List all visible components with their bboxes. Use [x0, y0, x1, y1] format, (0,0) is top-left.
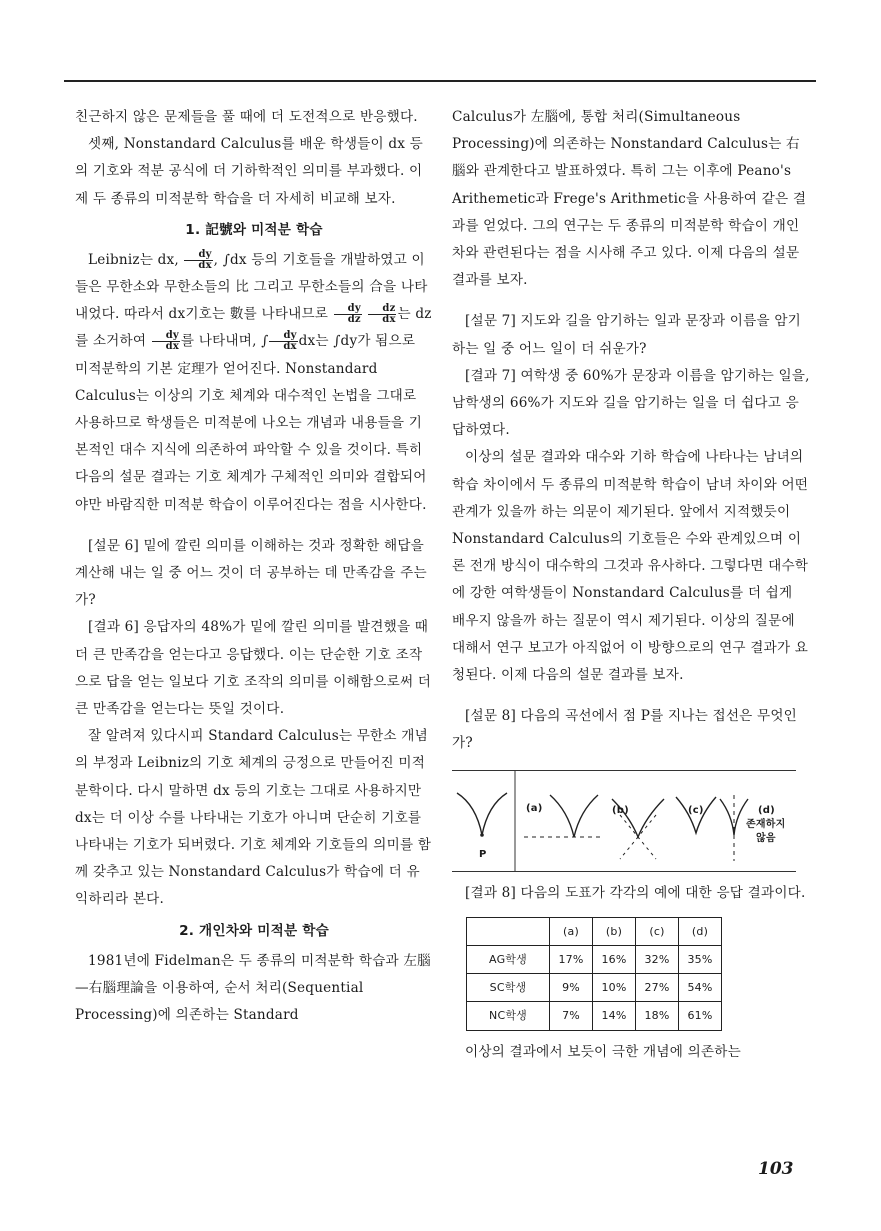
fraction-dy-dx [152, 331, 180, 352]
paragraph: 셋째, Nonstandard Calculus를 배운 학생들이 dx 등의 기호와 적분 공식에 더 기하학적인 의미를 부과했다. 이제 두 종류의 미적분학 학습을 더 자세히 비교해 보자. [75, 136, 423, 207]
table-cell: SC학생 [467, 974, 550, 1002]
text-segment: Leibniz는 dx, [88, 251, 179, 268]
fraction-dy-dz [334, 304, 362, 325]
table-cell: 7% [550, 1002, 593, 1030]
question-6: [설문 6] 밑에 깔린 의미를 이해하는 것과 정확한 해답을 계산해 내는 일 중 어느 것이 더 공부하는 데 만족감을 주는가? [75, 537, 427, 609]
figure-note-d2: 않음 [756, 832, 776, 844]
paragraph: Calculus가 左腦에, 통합 처리(Simultaneous Processing)에 의존하는 Nonstandard Calculus는 右腦와 관계한다고 발표하였다. 특히 그는 이후에 Peano's Arithemetic과 Frege's Arithmetic을 사용하여 같은 결과를 얻었다. 그의 연구는 두 종류의 미적분학 학습이 개인차와 관련된다는 점을 시사해 주고 있다. 이제 다음의 설문 결과를 보자. [452, 109, 807, 289]
table-row [467, 946, 722, 974]
table-cell: 27% [636, 974, 679, 1002]
table-cell: AG학생 [467, 946, 550, 974]
table-cell: 32% [636, 946, 679, 974]
point-p-label: P [479, 848, 487, 860]
denominator: dx [165, 341, 179, 353]
numerator: dy [184, 250, 212, 261]
numerator: dz [368, 304, 396, 315]
numerator: dy [152, 331, 180, 342]
fraction-dy-dx [269, 331, 297, 352]
result-6: [결과 6] 응답자의 48%가 밑에 깔린 의미를 발견했을 때 더 큰 만족감을 얻는다고 응답했다. 이는 단순한 기호 조작으로 답을 얻는 일보다 기호 조작의 의미를 이해함으로써 더 큰 만족감을 얻는다는 뜻일 것이다. [75, 619, 432, 718]
table-cell: 35% [679, 946, 722, 974]
results-table [466, 917, 722, 1031]
table-cell: 14% [593, 1002, 636, 1030]
numerator: dy [334, 304, 362, 315]
figure-label-b: (b) [612, 804, 629, 816]
paragraph: 친근하지 않은 문제들을 풀 때에 더 도전적으로 반응했다. [75, 109, 418, 125]
question-7: [설문 7] 지도와 길을 암기하는 일과 문장과 이름을 암기하는 일 중 어느 일이 더 쉬운가? [452, 313, 801, 357]
table-row [467, 974, 722, 1002]
section-heading: 2. 개인차와 미적분 학습 [179, 922, 329, 939]
figure-note-d1: 존재하지 [746, 818, 786, 830]
result-8: [결과 8] 다음의 도표가 각각의 예에 대한 응답 결과이다. [465, 884, 806, 901]
tangent-figure [452, 770, 796, 872]
table-cell: 61% [679, 1002, 722, 1030]
right-column [452, 104, 810, 1066]
numerator: dy [269, 331, 297, 342]
figure-label-c: (c) [688, 804, 704, 816]
table-header-row [467, 917, 722, 945]
text-segment: , ∫dx 등의 기호들을 개발하였고 이들은 무한소와 무한소들의 比 그리고 무한소들의 合을 나타내었다. 따라서 dx기호는 數를 나타내므로 [75, 251, 428, 323]
question-8: [설문 8] 다음의 곡선에서 점 P를 지나는 접선은 무엇인가? [452, 708, 798, 752]
fraction-dy-dx [184, 250, 212, 271]
text-segment: dx는 ∫dy가 됨으로 미적분학의 기본 定理가 얻어진다. Nonstandard Calculus는 이상의 기호 체계와 대수적인 논법을 그대로 사용하므로 학생들은 미적분에 나오는 개념과 내용들을 기본적인 대수 지식에 의존하여 파악할 수 있을 것이다. 특히 다음의 설문 결과는 기호 체계가 구체적인 의미와 결합되어야만 바람직한 미적분 학습이 이루어진다는 점을 시사한다. [75, 333, 427, 513]
table-cell: 9% [550, 974, 593, 1002]
table-cell: 17% [550, 946, 593, 974]
denominator: dx [198, 259, 212, 271]
table-header-cell: (a) [550, 917, 593, 945]
denominator: dx [382, 314, 396, 326]
table-cell: 16% [593, 946, 636, 974]
curve-p [457, 793, 507, 835]
fraction-dz-dx [368, 304, 396, 325]
table-header-cell [467, 917, 550, 945]
curve-a [550, 795, 598, 837]
table-cell: NC학생 [467, 1002, 550, 1030]
result-7: [결과 7] 여학생 중 60%가 문장과 이름을 암기하는 일을, 남학생의 66%가 지도와 길을 암기하는 일을 더 쉽다고 응답하였다. [452, 367, 810, 439]
figure-label-d: (d) [758, 804, 775, 816]
page-number: 103 [758, 1159, 794, 1179]
section-heading: 1. 記號와 미적분 학습 [185, 221, 323, 238]
paragraph: 이상의 설문 결과와 대수와 기하 학습에 나타나는 남녀의 학습 차이에서 두 종류의 미적분학 학습이 남녀 차이와 어떤 관계가 있을까 하는 의문이 제기된다. 앞에서 지적했듯이 Nonstandard Calculus의 기호들은 수와 관계있으며 이론 전개 방식이 대수학의 그것과 유사하다. 그렇다면 대수학에 강한 여학생들이 Nonstandard Calculus를 더 쉽게 배우지 않을까 하는 질문이 역시 제기된다. 이상의 질문에 대해서 연구 보고가 아직없어 이 방향으로의 연구 결과가 요청된다. 이제 다음의 설문 결과를 보자. [452, 449, 809, 684]
table-row [467, 1002, 722, 1030]
top-rule [64, 80, 816, 82]
paragraph: 잘 알려져 있다시피 Standard Calculus는 무한소 개념의 부정과 Leibniz의 기호 체계의 긍정으로 만들어진 미적분학이다. 다시 말하면 dx 등의 기호는 그대로 사용하지만 dx는 더 이상 수를 나타내는 기호가 아니며 단순히 기호를 나타내는 기호가 되버렸다. 기호 체계와 기호들의 의미를 함께 갖추고 있는 Nonstandard Calculus가 학습에 더 유익하리라 본다. [75, 728, 432, 908]
text-segment: 를 나타내며, ∫ [180, 333, 269, 350]
table-cell: 10% [593, 974, 636, 1002]
denominator: dz [347, 314, 361, 326]
figure-label-a: (a) [526, 802, 543, 814]
point-p [480, 833, 484, 837]
table-cell: 54% [679, 974, 722, 1002]
table-header-cell: (c) [636, 917, 679, 945]
table-header-cell: (d) [679, 917, 722, 945]
table-cell: 18% [636, 1002, 679, 1030]
paragraph: 1981년에 Fidelman은 두 종류의 미적분학 학습과 左腦—右腦理論을 이용하여, 순서 처리(Sequential Processing)에 의존하는 Standard [75, 952, 431, 1024]
text-segment: 는 dz를 소거하여 [75, 306, 432, 350]
paragraph: 이상의 결과에서 보듯이 극한 개념에 의존하는 [465, 1043, 741, 1060]
denominator: dx [283, 341, 297, 353]
paragraph-leibniz [75, 247, 433, 519]
table-header-cell: (b) [593, 917, 636, 945]
left-column [75, 104, 433, 1029]
